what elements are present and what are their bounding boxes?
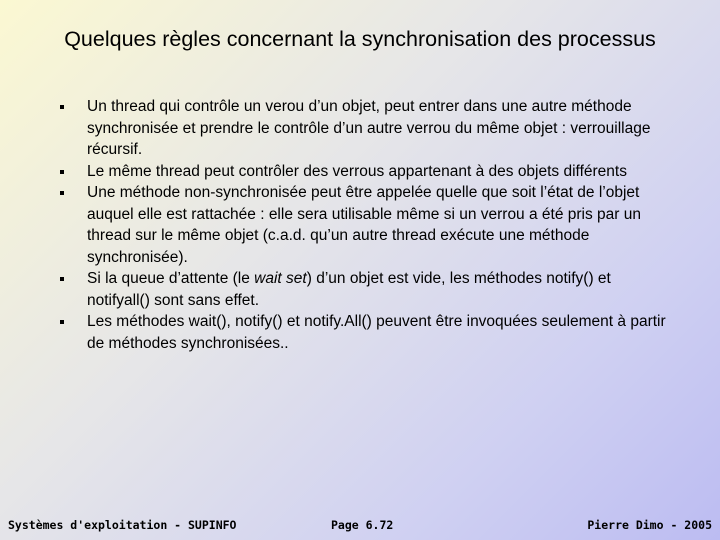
footer-page-number: Page 6.72 [331, 518, 394, 532]
bullet-text-italic: wait set [254, 270, 307, 287]
bullet-item [58, 311, 668, 354]
square-bullet-icon [60, 105, 64, 109]
bullet-text: Une méthode non-synchronisée peut être appelée quelle que soit l’état de l’objet auquel elle est rattachée : elle sera utilisable même si un verrou a été pris par un thread sur le même objet (c.a.d. qu’un autre thread exécute une méthode synchronisée). [87, 184, 641, 266]
bullet-item [58, 96, 668, 161]
square-bullet-icon [60, 170, 64, 174]
footer-course: Systèmes d'exploitation - SUPINFO [8, 518, 237, 532]
bullet-item [58, 182, 668, 268]
bullet-text-before: Si la queue d’attente (le [87, 270, 255, 287]
bullet-text: Le même thread peut contrôler des verrous appartenant à des objets différents [87, 162, 627, 180]
slide-title: Quelques règles concernant la synchronisation des processus [64, 27, 656, 51]
footer-author: Pierre Dimo - 2005 [587, 518, 712, 532]
square-bullet-icon [60, 277, 64, 281]
square-bullet-icon [60, 191, 64, 195]
bullet-item [58, 161, 668, 183]
bullet-item [58, 268, 668, 311]
bullet-text: Les méthodes wait(), notify() et notify.All() peuvent être invoquées seulement à partir de méthodes synchronisées.. [87, 313, 666, 352]
bullet-text-after: ) d’un objet est vide, les méthodes notify() et notifyall() sont sans effet. [87, 270, 611, 309]
bullet-list [58, 96, 668, 354]
square-bullet-icon [60, 320, 64, 324]
bullet-text: Un thread qui contrôle un verou d’un objet, peut entrer dans une autre méthode synchronisée et prendre le contrôle d’un autre verrou du même objet : verrouillage récursif. [87, 98, 651, 158]
